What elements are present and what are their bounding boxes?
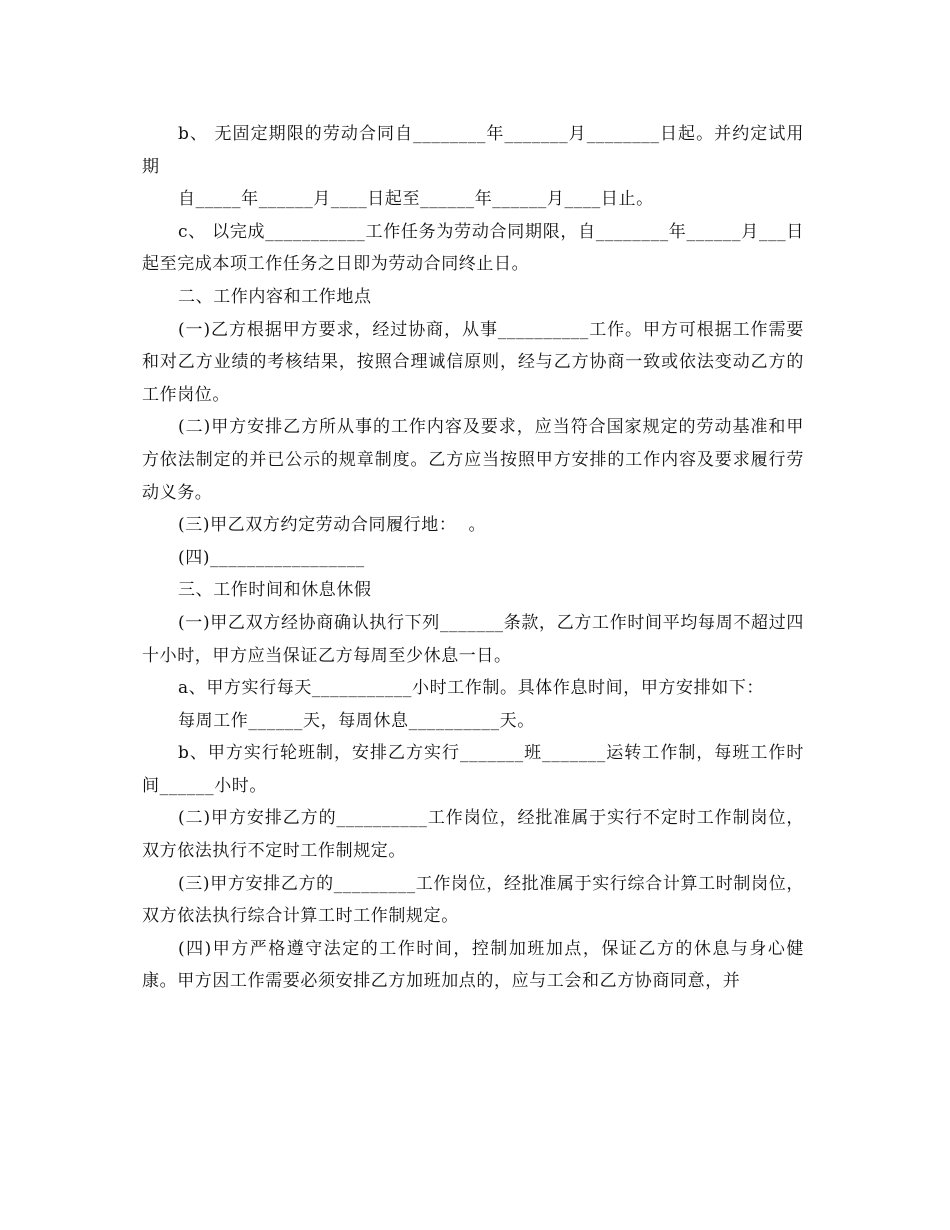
- section-heading-work-content: 二、工作内容和工作地点: [178, 286, 372, 307]
- paragraph-time-a: a、甲方实行每天___________小时工作制。具体作息时间，甲方安排如下：: [178, 678, 765, 699]
- paragraph-term-b: b、 无固定期限的劳动合同自________年_______月________日起。并约定试用期: [142, 124, 804, 177]
- paragraph-work-3: (三)甲乙双方约定劳动合同履行地： 。: [178, 515, 487, 536]
- section-heading-work-time: 三、工作时间和休息休假: [178, 580, 372, 601]
- paragraph-work-2: (二)甲方安排乙方所从事的工作内容及要求，应当符合国家规定的劳动基准和甲方依法制定的并已公示的规章制度。乙方应当按照甲方安排的工作内容及要求履行劳动义务。: [142, 417, 804, 503]
- paragraph-time-b: b、甲方实行轮班制，安排乙方实行_______班_______运转工作制，每班工作时间______小时。: [142, 743, 804, 796]
- paragraph-time-2: (二)甲方安排乙方的__________工作岗位，经批准属于实行不定时工作制岗位，双方依法执行不定时工作制规定。: [142, 808, 804, 862]
- paragraph-time-3: (三)甲方安排乙方的_________工作岗位，经批准属于实行综合计算工时制岗位，双方依法执行综合计算工时工作制规定。: [142, 873, 804, 927]
- paragraph-work-1: (一)乙方根据甲方要求，经过协商，从事__________工作。甲方可根据工作需要和对乙方业绩的考核结果，按照合理诚信原则，经与乙方协商一致或依法变动乙方的工作岗位。: [142, 319, 804, 405]
- paragraph-term-c: c、 以完成___________工作任务为劳动合同期限，自________年______月___日起至完成本项工作任务之日即为劳动合同终止日。: [142, 221, 804, 275]
- contract-text: [142, 118, 804, 998]
- paragraph-probation-period: 自_____年______月____日起至______年______月____日止。: [178, 189, 654, 210]
- paragraph-work-4: (四)_________________: [178, 547, 365, 568]
- paragraph-time-1: (一)甲乙双方经协商确认执行下列_______条款，乙方工作时间平均每周不超过四十小时，甲方应当保证乙方每周至少休息一日。: [142, 612, 804, 666]
- paragraph-time-4: (四)甲方严格遵守法定的工作时间，控制加班加点，保证乙方的休息与身心健康。甲方因工作需要必须安排乙方加班加点的，应与工会和乙方协商同意，并: [142, 938, 804, 992]
- paragraph-time-a-week: 每周工作______天，每周休息__________天。: [178, 710, 535, 731]
